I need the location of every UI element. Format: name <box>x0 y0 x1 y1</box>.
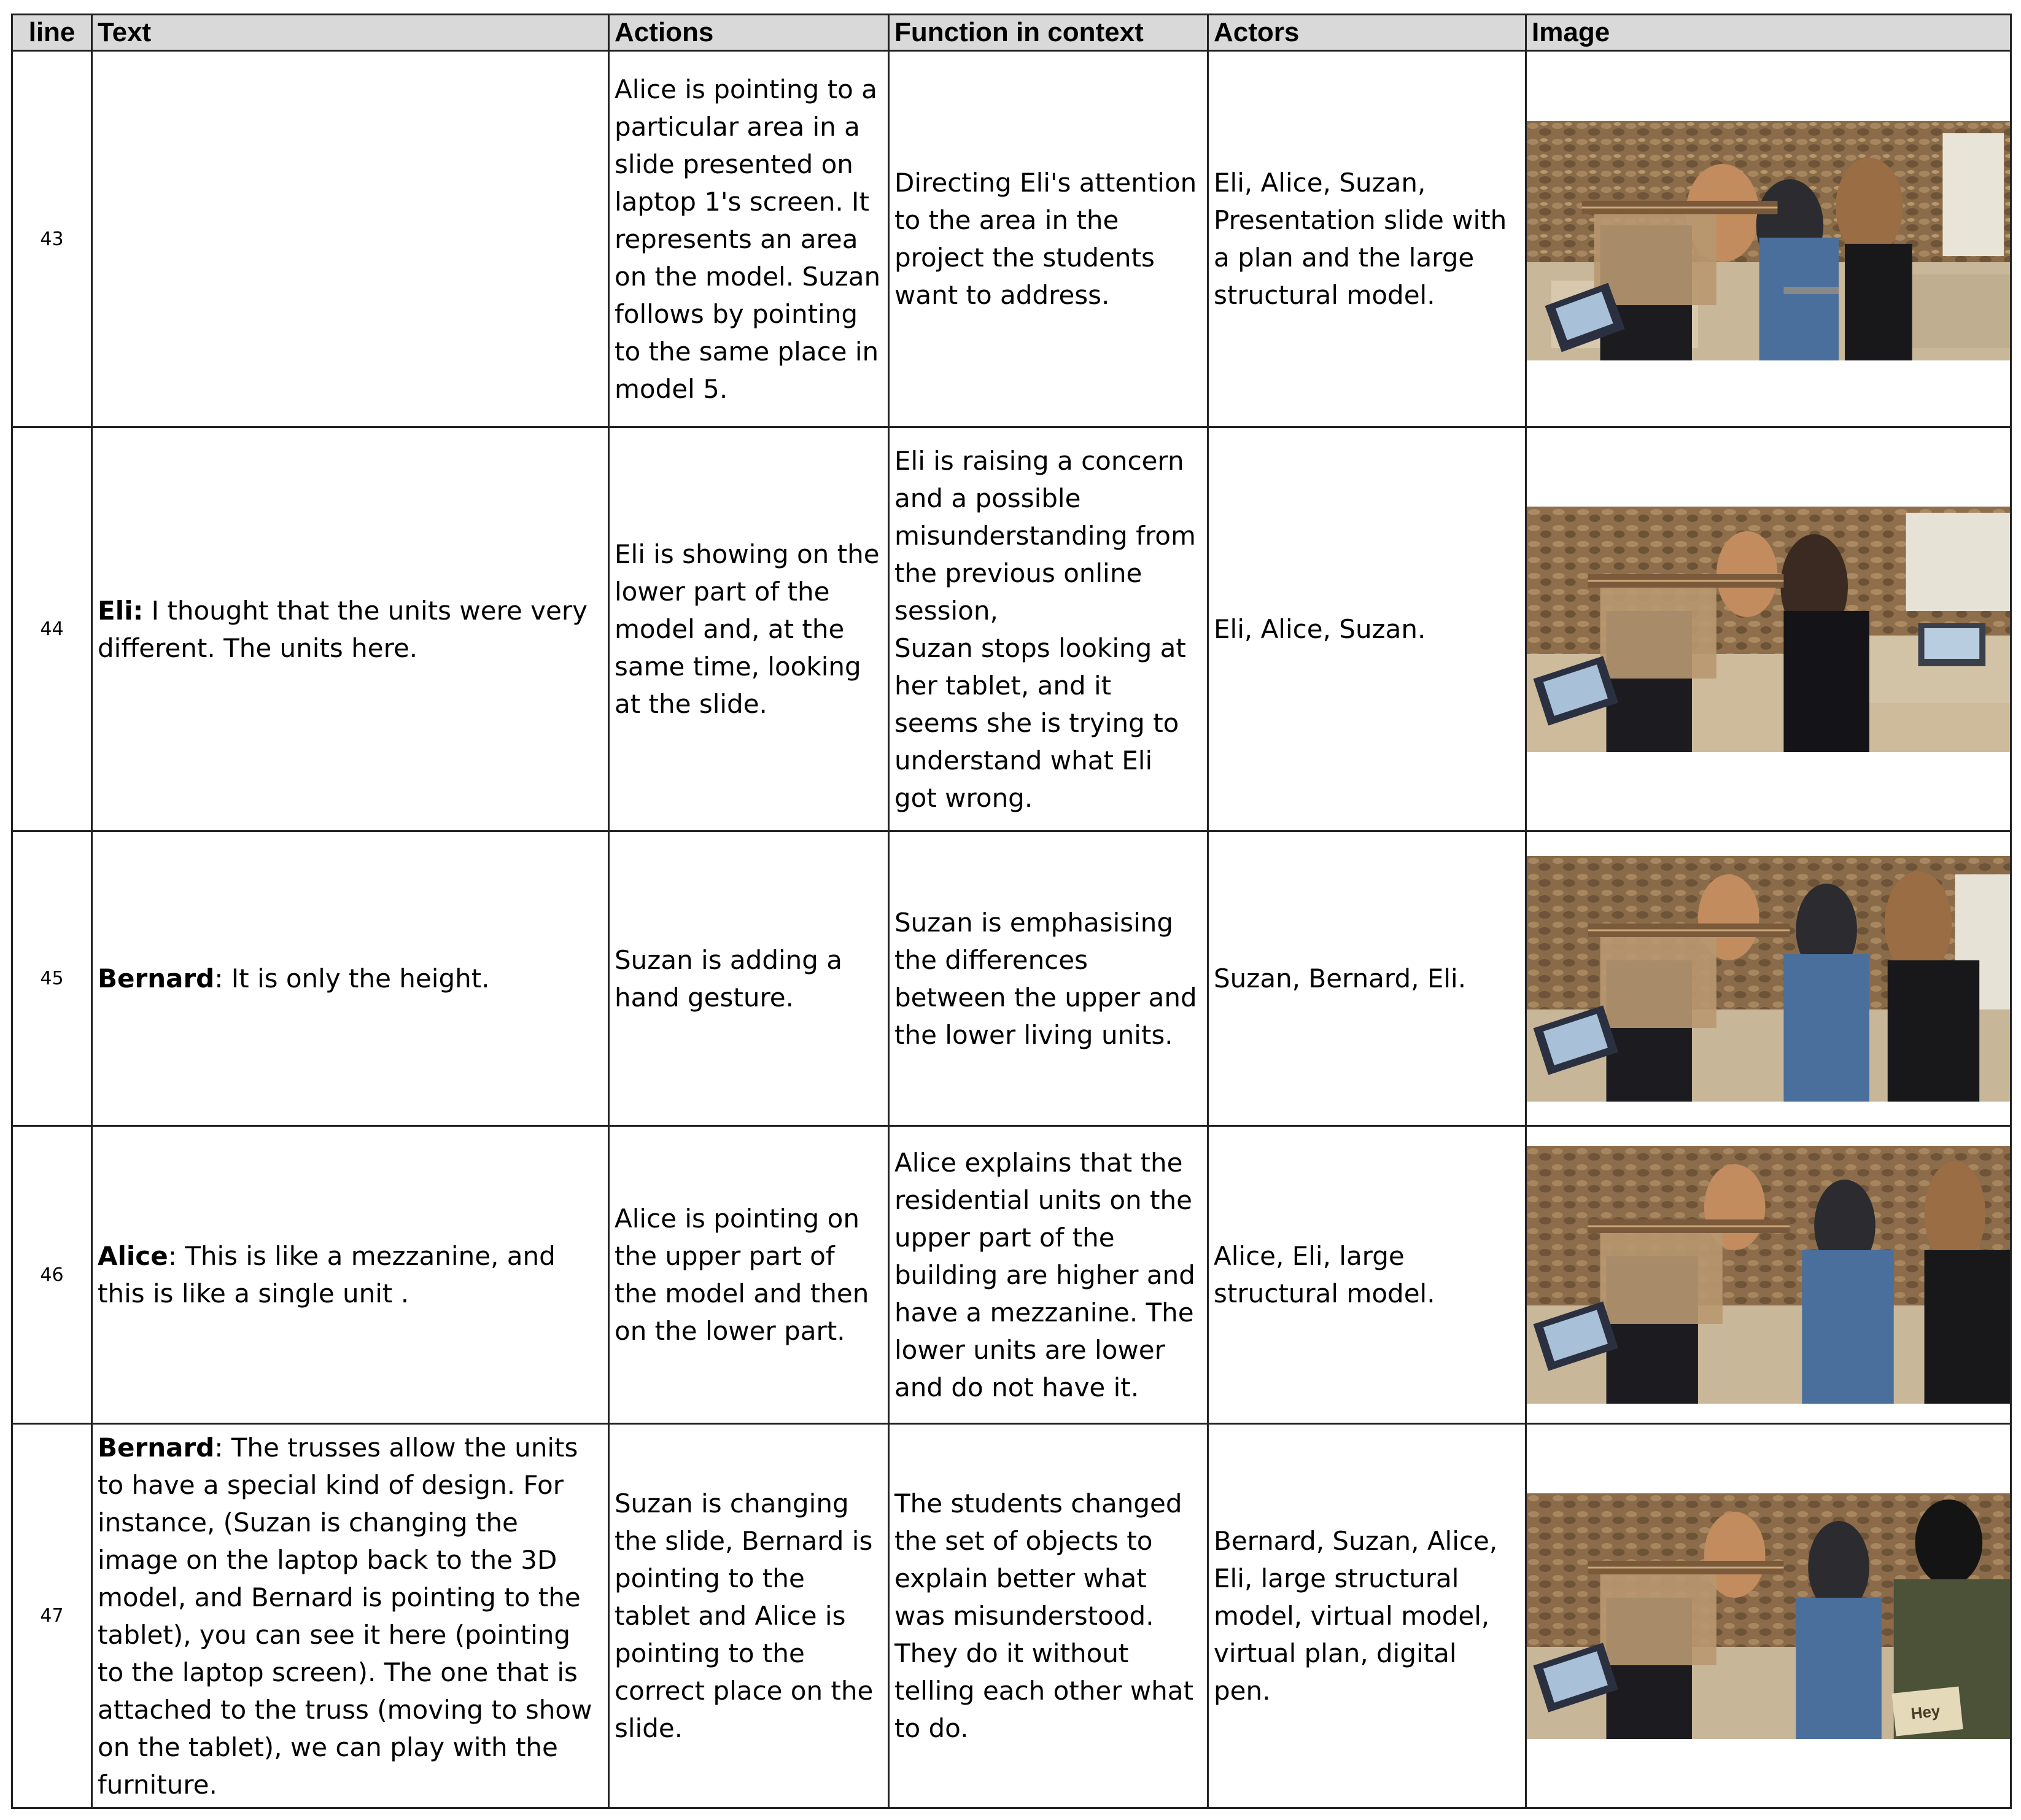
actions-text: Suzan is adding a hand gesture. <box>609 831 889 1126</box>
header-actors: Actors <box>1208 15 1526 51</box>
header-row <box>12 15 2011 51</box>
observation-table <box>11 14 2012 1809</box>
line-number: 47 <box>12 1424 92 1808</box>
actors-text: Eli, Alice, Suzan. <box>1208 427 1526 831</box>
actors-text: Bernard, Suzan, Alice, Eli, large structural model, virtual model, virtual plan, digital pen. <box>1208 1424 1526 1808</box>
utterance: I thought that the units were very different. The units here. <box>98 595 588 663</box>
laptop-sticker: Hey <box>1910 1702 1941 1723</box>
actions-text: Alice is pointing to a particular area in a slide presented on laptop 1's screen. It represents an area on the model. Suzan follows by pointing to the same place in model 5. <box>609 51 889 427</box>
classroom-photo <box>1527 121 2010 360</box>
header-function: Function in context <box>889 15 1208 51</box>
actions-text: Alice is pointing on the upper part of the model and then on the lower part. <box>609 1126 889 1424</box>
function-text: The students changed the set of objects to explain better what was misunderstood. They do it without telling each other what to do. <box>889 1424 1208 1808</box>
actions-text: Suzan is changing the slide, Bernard is pointing to the tablet and Alice is pointing to the correct place on the slide. <box>609 1424 889 1808</box>
actions-text: Eli is showing on the lower part of the model and, at the same time, looking at the slide. <box>609 427 889 831</box>
table-row <box>12 51 2011 427</box>
utterance: : This is like a mezzanine, and this is like a single unit . <box>98 1241 556 1309</box>
table-row <box>12 427 2011 831</box>
header-line: line <box>12 15 92 51</box>
table-row <box>12 831 2011 1126</box>
dialogue-text <box>92 1424 609 1808</box>
image-cell <box>1526 1126 2011 1424</box>
function-line: Suzan stops looking at her tablet, and it seems she is trying to understand what Eli got wrong. <box>894 632 1186 813</box>
image-cell <box>1526 427 2011 831</box>
classroom-photo <box>1527 507 2010 752</box>
speaker-name: Bernard <box>98 1432 215 1463</box>
utterance: : The trusses allow the units to have a special kind of design. For instance, (Suzan is changing the image on the laptop back to the 3D model, and Bernard is pointing to the tablet), you can see it here (pointing to the laptop screen). The one that is attached to the truss (moving to show on the tablet), we can play with the furniture. <box>98 1432 592 1800</box>
function-text: Suzan is emphasising the differences between the upper and the lower living units. <box>889 831 1208 1126</box>
table-row <box>12 1424 2011 1808</box>
table-row <box>12 1126 2011 1424</box>
function-text <box>889 427 1208 831</box>
classroom-photo <box>1527 1493 2010 1739</box>
header-image: Image <box>1526 15 2011 51</box>
classroom-photo <box>1527 1146 2010 1404</box>
actors-text: Alice, Eli, large structural model. <box>1208 1126 1526 1424</box>
dialogue-text <box>92 51 609 427</box>
image-cell <box>1526 51 2011 427</box>
utterance: : It is only the height. <box>214 963 490 994</box>
line-number: 43 <box>12 51 92 427</box>
function-text: Directing Eli's attention to the area in the project the students want to address. <box>889 51 1208 427</box>
dialogue-text <box>92 831 609 1126</box>
speaker-name: Eli: <box>98 595 144 626</box>
function-text: Alice explains that the residential units on the upper part of the building are higher and have a mezzanine. The lower units are lower and do not have it. <box>889 1126 1208 1424</box>
dialogue-text <box>92 1126 609 1424</box>
image-cell <box>1526 1424 2011 1808</box>
actors-text: Suzan, Bernard, Eli. <box>1208 831 1526 1126</box>
line-number: 44 <box>12 427 92 831</box>
dialogue-text <box>92 427 609 831</box>
image-cell <box>1526 831 2011 1126</box>
actors-text: Eli, Alice, Suzan, Presentation slide with a plan and the large structural model. <box>1208 51 1526 427</box>
speaker-name: Alice <box>98 1241 168 1271</box>
function-line: Eli is raising a concern and a possible misunderstanding from the previous online session, <box>894 445 1196 626</box>
header-text: Text <box>92 15 609 51</box>
header-actions: Actions <box>609 15 889 51</box>
line-number: 46 <box>12 1126 92 1424</box>
classroom-photo <box>1527 856 2010 1102</box>
line-number: 45 <box>12 831 92 1126</box>
speaker-name: Bernard <box>98 963 215 994</box>
